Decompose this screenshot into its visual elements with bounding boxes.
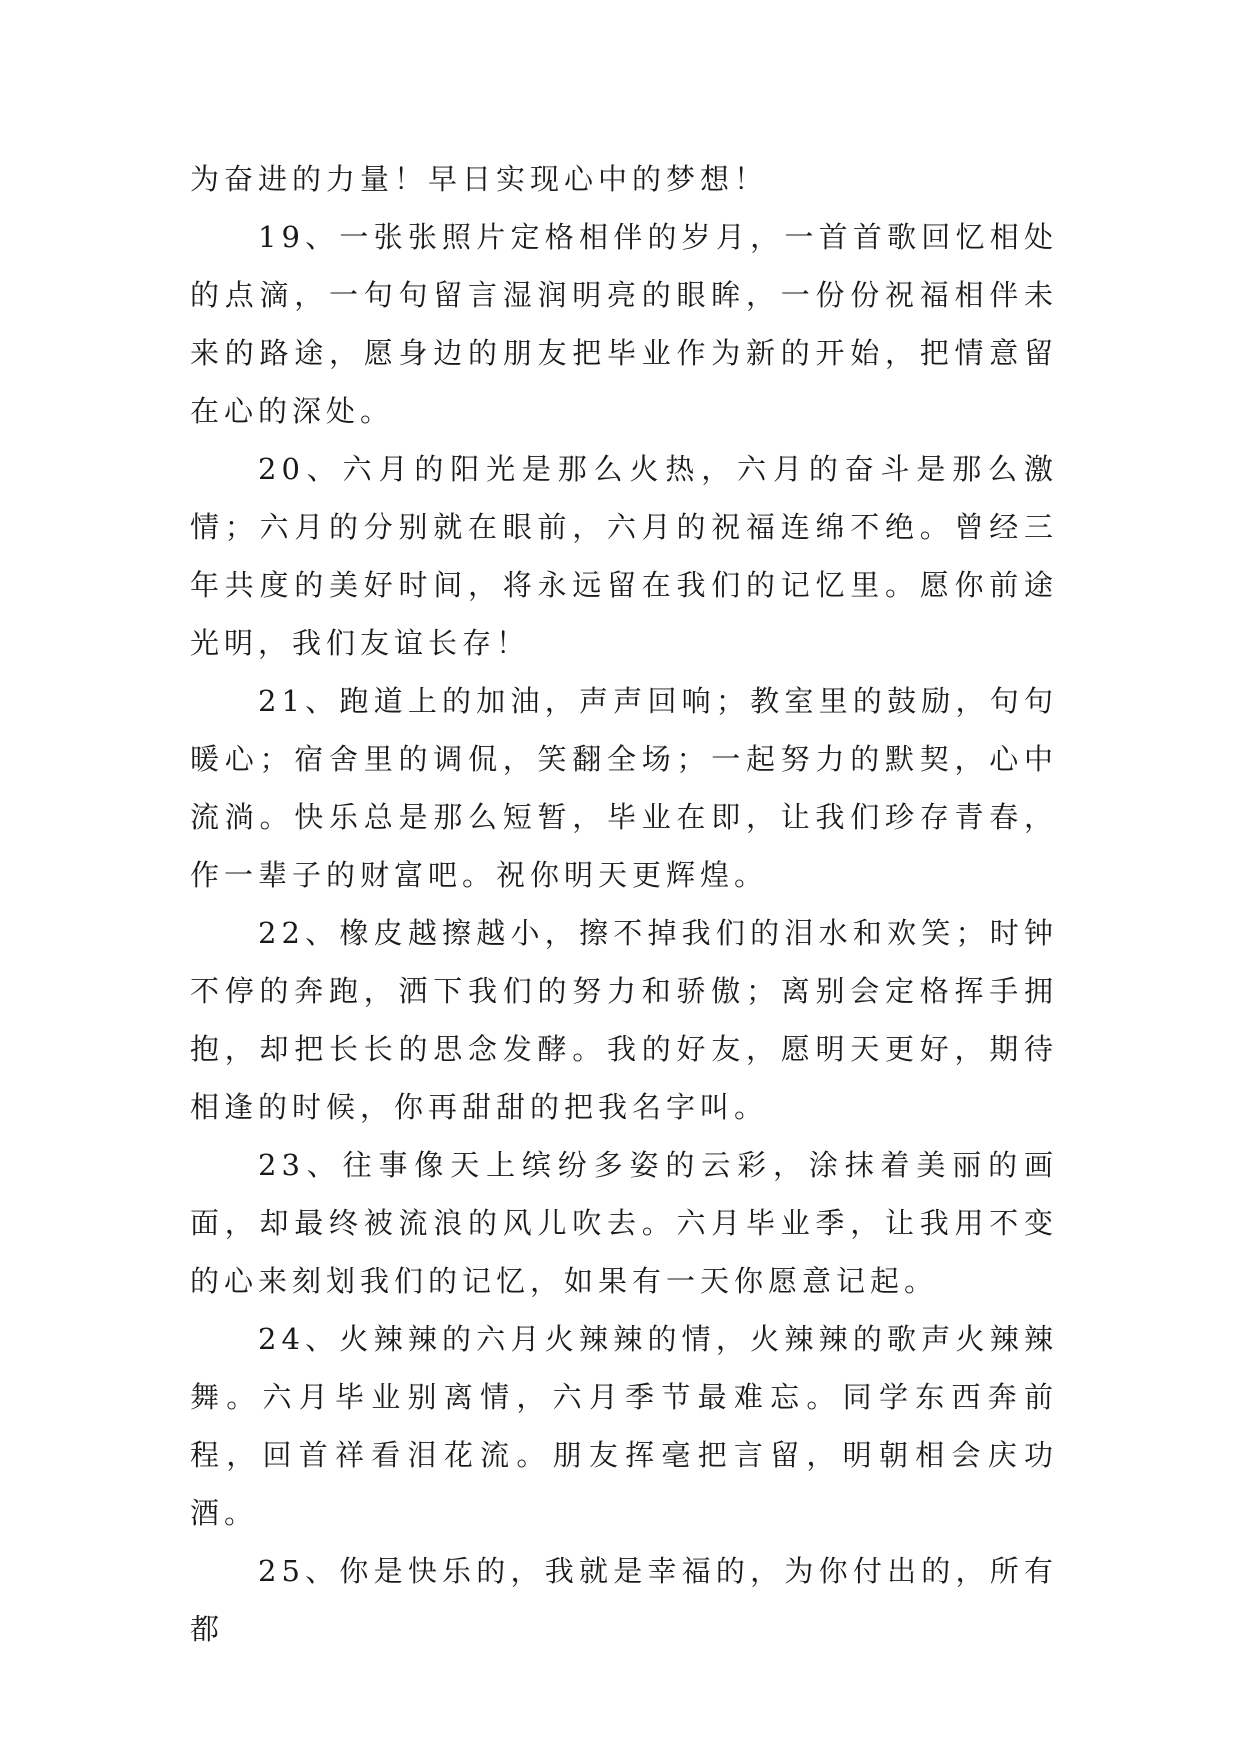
document-page: [190, 150, 1058, 1658]
paragraph-22: 22、橡皮越擦越小，擦不掉我们的泪水和欢笑；时钟不停的奔跑，洒下我们的努力和骄傲；离别会定格挥手拥抱，却把长长的思念发酵。我的好友，愿明天更好，期待相逢的时候，你再甜甜的把我名字叫。: [190, 916, 1058, 1124]
paragraph-continuation: 为奋进的力量！早日实现心中的梦想！: [190, 162, 769, 196]
paragraph-19: 19、一张张照片定格相伴的岁月，一首首歌回忆相处的点滴，一句句留言湿润明亮的眼眸，一份份祝福相伴未来的路途，愿身边的朋友把毕业作为新的开始，把情意留在心的深处。: [190, 220, 1058, 428]
paragraph-25: 25、你是快乐的，我就是幸福的，为你付出的，所有都: [190, 1554, 1058, 1646]
paragraph-20: 20、六月的阳光是那么火热，六月的奋斗是那么激情；六月的分别就在眼前，六月的祝福连绵不绝。曾经三年共度的美好时间，将永远留在我们的记忆里。愿你前途光明，我们友谊长存！: [190, 452, 1058, 660]
paragraph-24: 24、火辣辣的六月火辣辣的情，火辣辣的歌声火辣辣舞。六月毕业别离情，六月季节最难忘。同学东西奔前程，回首祥看泪花流。朋友挥毫把言留，明朝相会庆功酒。: [190, 1322, 1058, 1530]
paragraph-21: 21、跑道上的加油，声声回响；教室里的鼓励，句句暖心；宿舍里的调侃，笑翻全场；一起努力的默契，心中流淌。快乐总是那么短暂，毕业在即，让我们珍存青春，作一辈子的财富吧。祝你明天更辉煌。: [190, 684, 1058, 892]
paragraph-23: 23、往事像天上缤纷多姿的云彩，涂抹着美丽的画面，却最终被流浪的风儿吹去。六月毕业季，让我用不变的心来刻划我们的记忆，如果有一天你愿意记起。: [190, 1148, 1058, 1298]
